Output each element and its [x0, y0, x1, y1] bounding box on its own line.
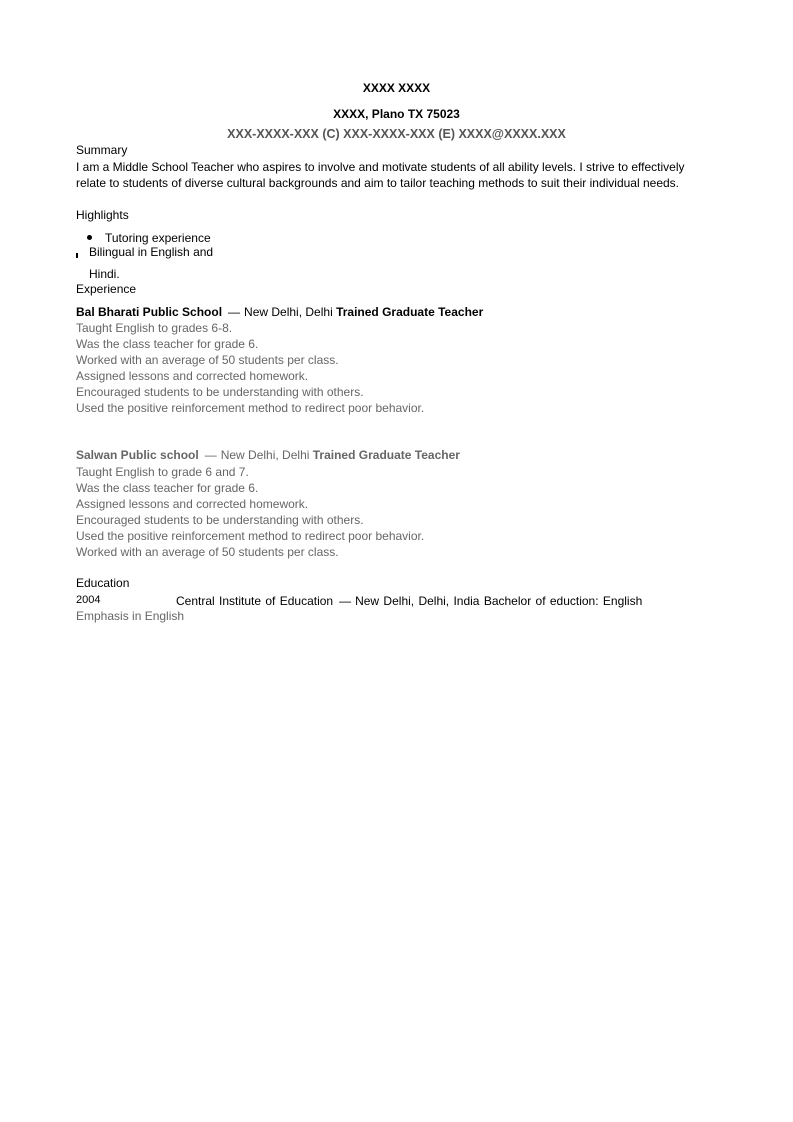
- job-duty: Taught English to grades 6-8.: [76, 321, 233, 335]
- highlight-item: Bilingual in English and: [89, 245, 214, 259]
- candidate-contact: XXX-XXXX-XXX (C) XXX-XXXX-XXX (E) XXXX@XXXX.XXX: [227, 127, 566, 141]
- job-dash: —: [228, 305, 241, 319]
- job-duty: Worked with an average of 50 students per class.: [76, 545, 339, 559]
- experience-heading: Experience: [76, 282, 137, 296]
- job-title: Trained Graduate Teacher: [312, 448, 460, 462]
- job-school: Bal Bharati Public School: [76, 305, 223, 319]
- job-duty: Taught English to grade 6 and 7.: [76, 465, 249, 479]
- job-duty: Used the positive reinforcement method to redirect poor behavior.: [76, 401, 425, 415]
- bullet-tick-icon: [76, 253, 78, 258]
- job-duty: Worked with an average of 50 students per class.: [76, 353, 339, 367]
- job-title: Trained Graduate Teacher: [336, 305, 484, 319]
- job-duty: Was the class teacher for grade 6.: [76, 481, 259, 495]
- job-dash: —: [204, 448, 217, 462]
- job-duty: Was the class teacher for grade 6.: [76, 337, 259, 351]
- education-entry: [176, 594, 642, 608]
- bullet-icon: [87, 235, 92, 240]
- job-header: [76, 448, 460, 462]
- education-degree: Bachelor of eduction: English: [483, 594, 643, 608]
- education-emphasis: Emphasis in English: [76, 609, 185, 623]
- candidate-address: XXXX, Plano TX 75023: [333, 107, 460, 121]
- highlight-item: Tutoring experience: [105, 231, 211, 245]
- job-duty: Assigned lessons and corrected homework.: [76, 497, 309, 511]
- education-year: 2004: [76, 594, 101, 606]
- education-dash: —: [339, 594, 352, 608]
- highlights-heading: Highlights: [76, 208, 129, 222]
- summary-heading: Summary: [76, 143, 128, 157]
- summary-text: I am a Middle School Teacher who aspires to involve and motivate students of all ability levels. I strive to effectively relate to students of diverse cultural backgrounds and aim to tailor teaching methods to suit their individual needs.: [76, 160, 685, 190]
- job-header: [76, 305, 483, 319]
- job-duty: Encouraged students to be understanding with others.: [76, 385, 364, 399]
- job-location: New Delhi, Delhi: [244, 305, 333, 319]
- highlight-item: Hindi.: [89, 267, 120, 281]
- job-school: Salwan Public school: [76, 448, 199, 462]
- education-institution: Central Institute of Education: [176, 594, 334, 608]
- job-duty: Encouraged students to be understanding with others.: [76, 513, 364, 527]
- candidate-name: XXXX XXXX: [362, 81, 431, 95]
- job-duty: Used the positive reinforcement method to redirect poor behavior.: [76, 529, 425, 543]
- education-location: New Delhi, Delhi, India: [355, 594, 480, 608]
- job-location: New Delhi, Delhi: [220, 448, 310, 462]
- job-duty: Assigned lessons and corrected homework.: [76, 369, 309, 383]
- education-heading: Education: [76, 576, 130, 590]
